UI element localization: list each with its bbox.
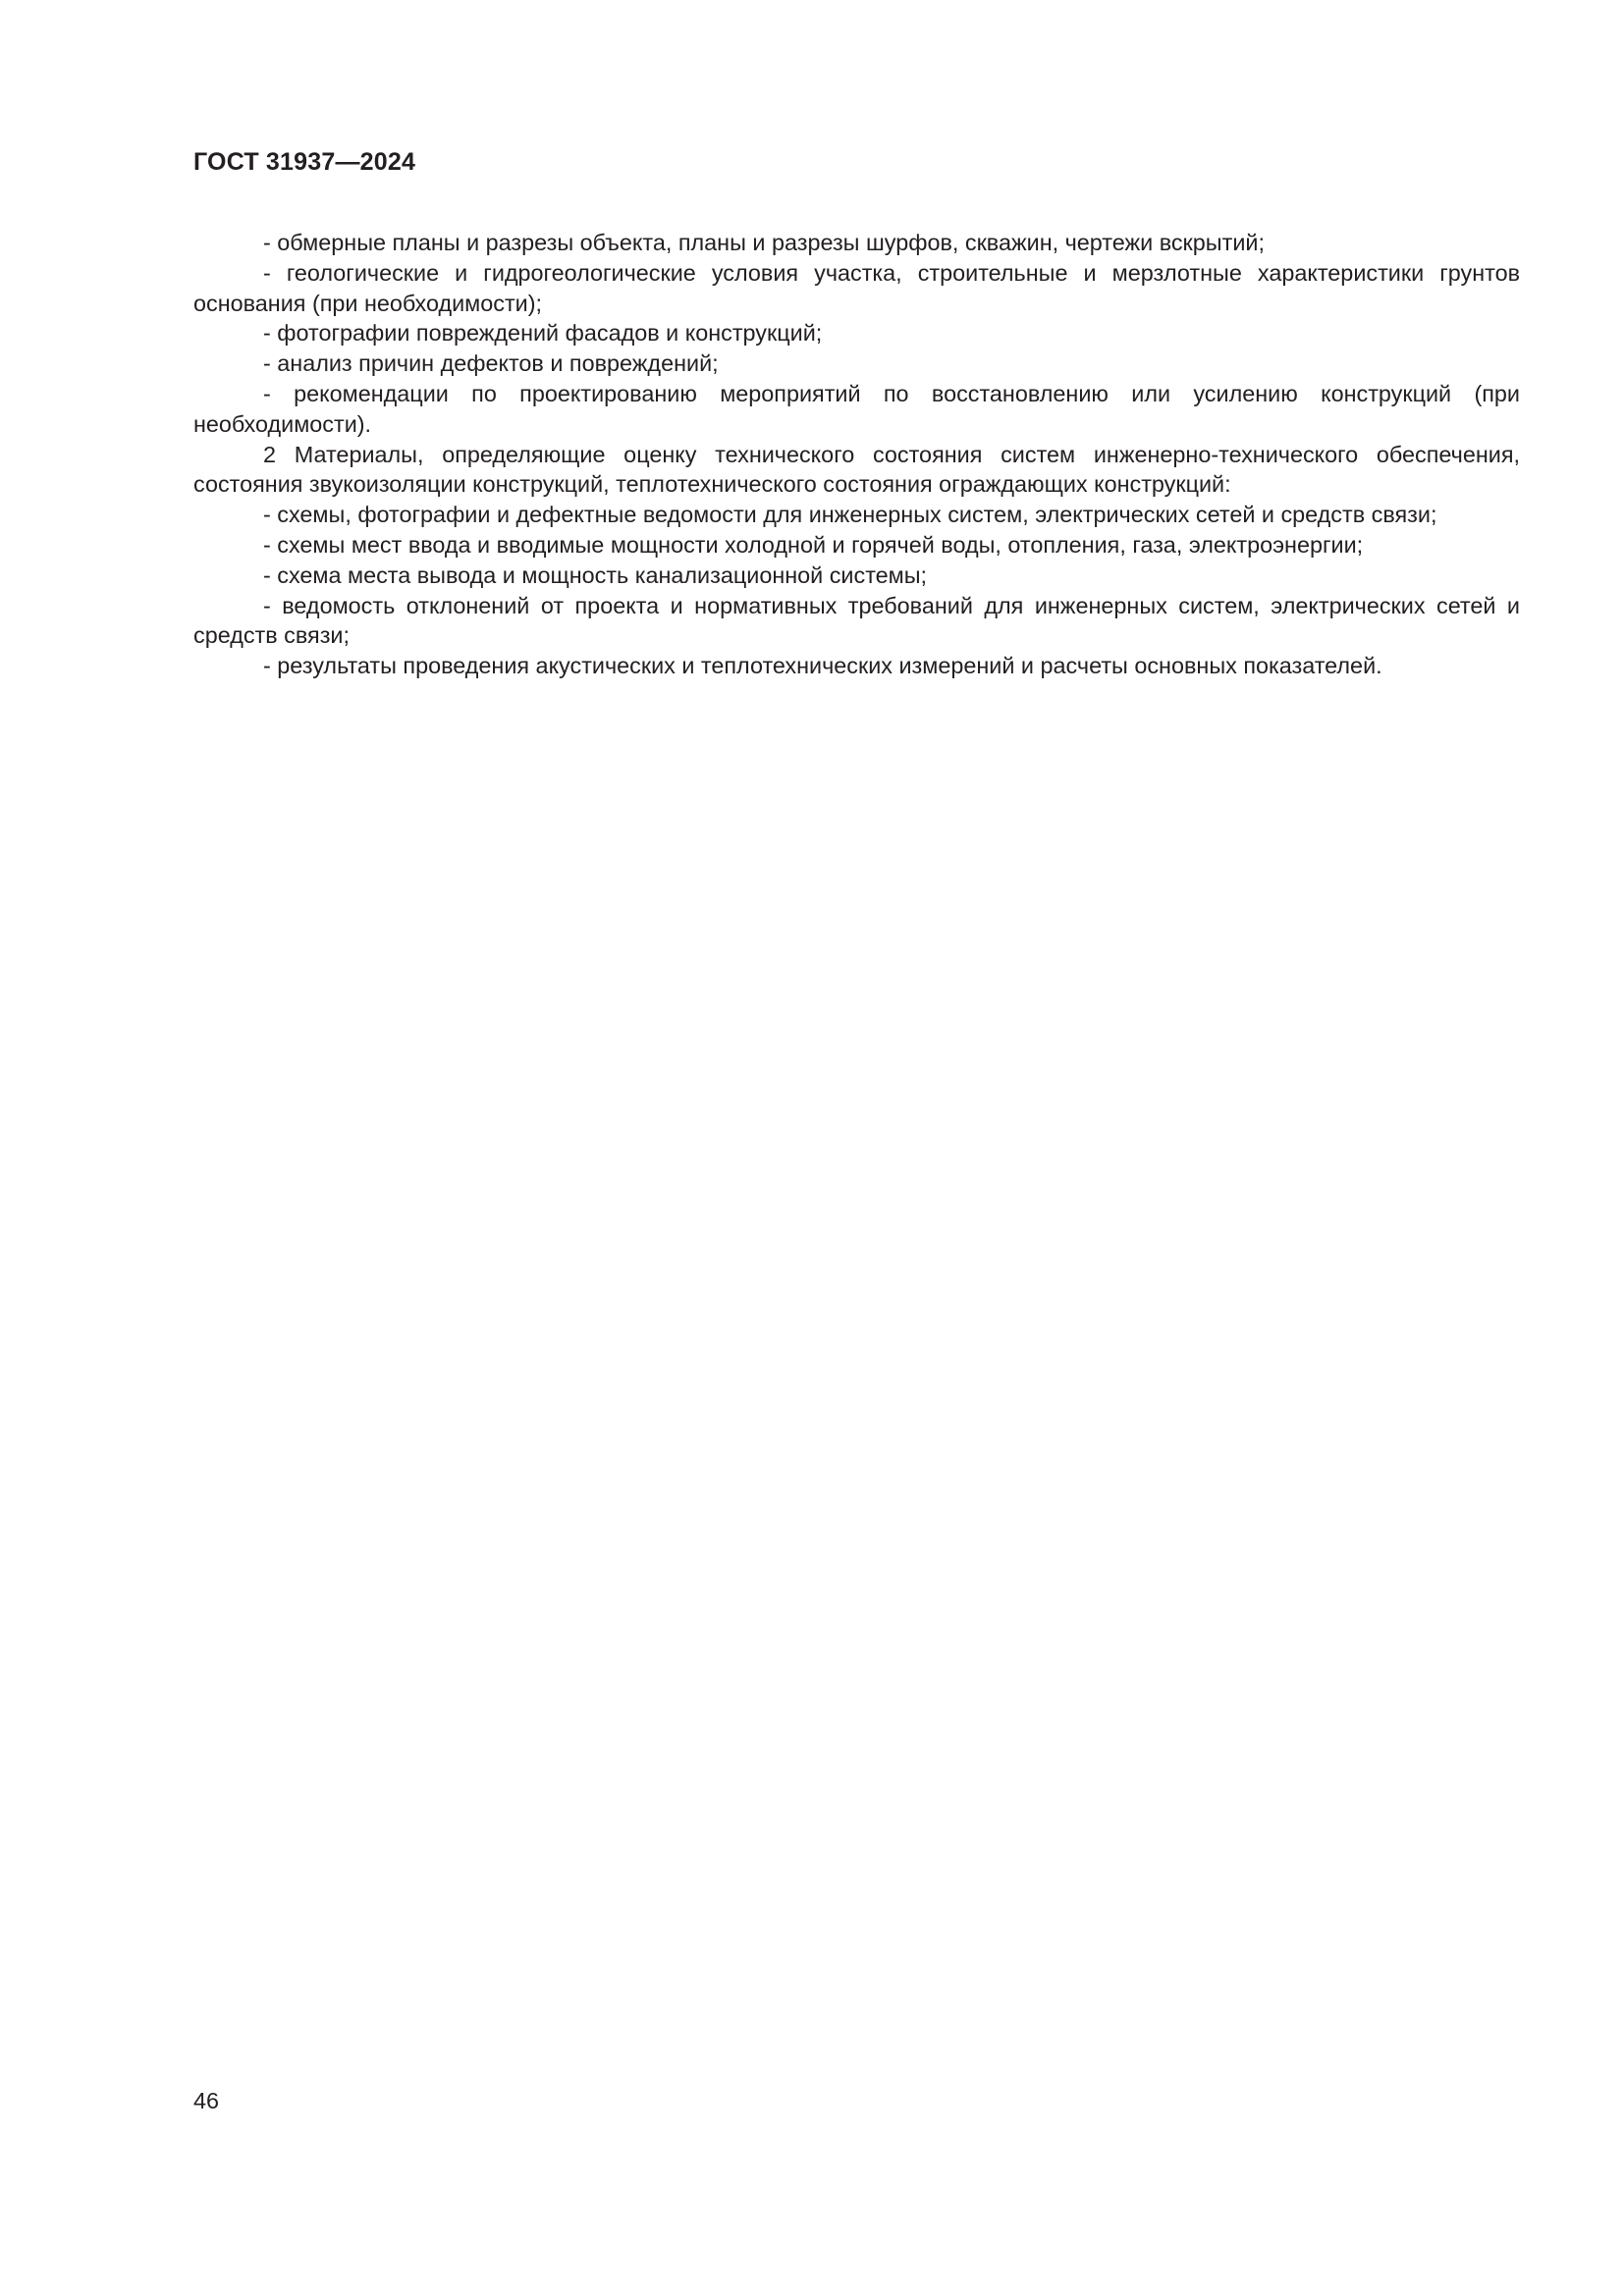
list-item: - рекомендации по проектированию мероприятий по восстановлению или усилению конструкций (при необходимости). (193, 380, 1520, 437)
list-item: - геологические и гидрогеологические условия участка, строительные и мерзлотные характеристики грунтов основания (при необходимости); (193, 259, 1520, 316)
list-item: - ведомость отклонений от проекта и нормативных требований для инженерных систем, электрических сетей и средств связи; (193, 592, 1520, 649)
list-item: - анализ причин дефектов и повреждений; (263, 350, 719, 377)
section-paragraph: 2 Материалы, определяющие оценку технического состояния систем инженерно-технического обеспечения, состояния звукоизоляции конструкций, теплотехнического состояния ограждающих конструкций: (193, 441, 1520, 498)
list-item: - схемы, фотографии и дефектные ведомости для инженерных систем, электрических сетей и средств связи; (263, 502, 1437, 528)
document-body (193, 228, 1520, 681)
list-item: - результаты проведения акустических и теплотехнических измерений и расчеты основных показателей. (263, 653, 1382, 679)
list-item: - обмерные планы и разрезы объекта, планы и разрезы шурфов, скважин, чертежи вскрытий; (263, 230, 1265, 255)
page-number: 46 (193, 2088, 220, 2113)
list-item: - схемы мест ввода и вводимые мощности холодной и горячей воды, отопления, газа, электроэнергии; (263, 531, 1364, 558)
document-header: ГОСТ 31937—2024 (193, 148, 416, 176)
list-item: - фотографии повреждений фасадов и конструкций; (263, 320, 823, 347)
list-item: - схема места вывода и мощность канализационной системы; (263, 561, 928, 588)
